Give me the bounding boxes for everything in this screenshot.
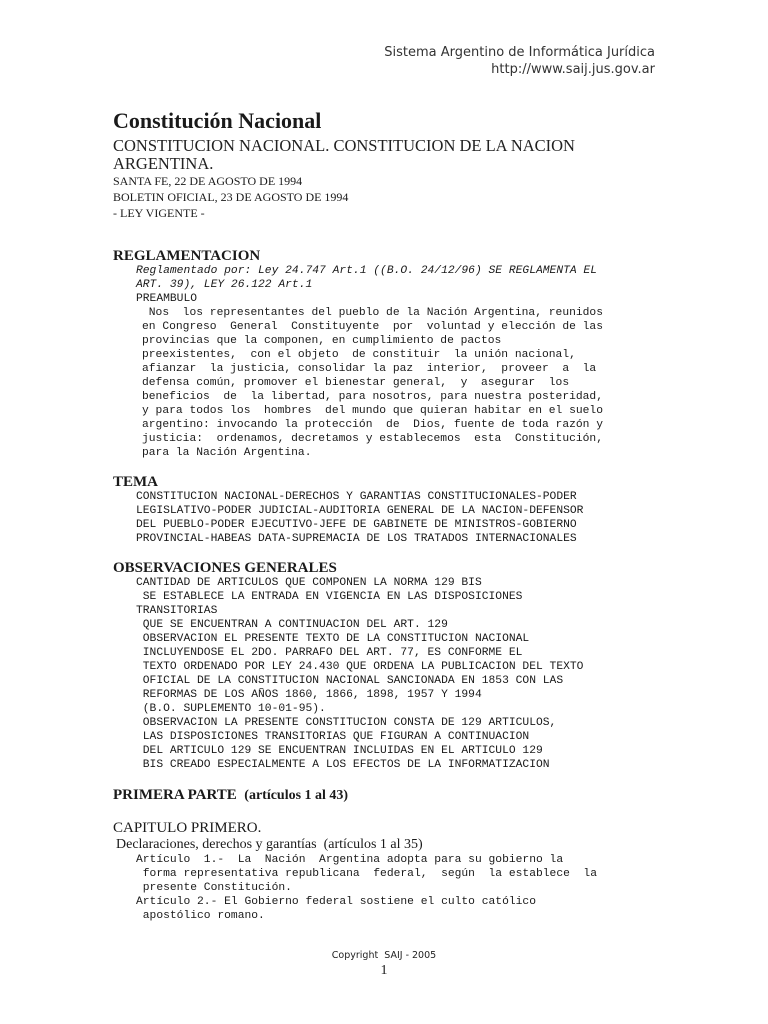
section-heading-tema: TEMA <box>113 474 158 490</box>
observaciones-line: QUE SE ENCUENTRAN A CONTINUACION DEL ART. 129 <box>136 619 448 631</box>
article-line: presente Constitución. <box>136 882 292 894</box>
document-subtitle-line-1: CONSTITUCION NACIONAL. CONSTITUCION DE LA NACION <box>113 136 575 155</box>
tema-line: LEGISLATIVO-PODER JUDICIAL-AUDITORIA GENERAL DE LA NACION-DEFENSOR <box>136 505 584 517</box>
tema-line: PROVINCIAL-HABEAS DATA-SUPREMACIA DE LOS TRATADOS INTERNACIONALES <box>136 533 577 545</box>
place-date: SANTA FE, 22 DE AGOSTO DE 1994 <box>113 174 303 188</box>
observaciones-line: REFORMAS DE LOS AÑOS 1860, 1866, 1898, 1957 Y 1994 <box>136 689 482 701</box>
article-line: Artículo 1.- La Nación Argentina adopta para su gobierno la <box>136 854 564 866</box>
preambulo-line: provincias que la componen, en cumplimiento de pactos <box>142 335 502 347</box>
section-heading-primera-parte <box>113 787 348 804</box>
header-organization: Sistema Argentino de Informática Jurídica <box>384 45 655 60</box>
preambulo-line: Nos los representantes del pueblo de la Nación Argentina, reunidos <box>142 307 603 319</box>
observaciones-line: TRANSITORIAS <box>136 605 218 617</box>
observaciones-line: (B.O. SUPLEMENTO 10-01-95). <box>136 703 326 715</box>
preambulo-line: afianzar la justicia, consolidar la paz interior, proveer a la <box>142 363 597 375</box>
article-line: Artículo 2.- El Gobierno federal sostiene el culto católico <box>136 896 536 908</box>
primera-parte-title: PRIMERA PARTE <box>113 787 237 803</box>
header-url: http://www.saij.jus.gov.ar <box>491 62 655 77</box>
footer-copyright: Copyright SAIJ - 2005 <box>331 950 437 961</box>
preambulo-line: preexistentes, con el objeto de constituir la unión nacional, <box>142 349 576 361</box>
preambulo-line: en Congreso General Constituyente por voluntad y elección de las <box>142 321 603 333</box>
section-heading-observaciones: OBSERVACIONES GENERALES <box>113 560 337 576</box>
document-subtitle-line-2: ARGENTINA. <box>113 154 214 173</box>
observaciones-line: SE ESTABLECE LA ENTRADA EN VIGENCIA EN LAS DISPOSICIONES <box>136 591 523 603</box>
preambulo-line: beneficios de la libertad, para nosotros, para nuestra posteridad, <box>142 391 603 403</box>
preambulo-line: argentino: invocando la protección de Dios, fuente de toda razón y <box>142 419 603 431</box>
chapter-heading: CAPITULO PRIMERO. <box>113 820 262 836</box>
chapter-subheading: Declaraciones, derechos y garantías (artículos 1 al 35) <box>116 837 423 852</box>
observaciones-line: INCLUYENDOSE EL 2DO. PARRAFO DEL ART. 77, ES CONFORME EL <box>136 647 523 659</box>
preambulo-line: y para todos los hombres del mundo que quieran habitar en el suelo <box>142 405 603 417</box>
observaciones-line: TEXTO ORDENADO POR LEY 24.430 QUE ORDENA LA PUBLICACION DEL TEXTO <box>136 661 584 673</box>
observaciones-line: CANTIDAD DE ARTICULOS QUE COMPONEN LA NORMA 129 BIS <box>136 577 482 589</box>
tema-line: DEL PUEBLO-PODER EJECUTIVO-JEFE DE GABINETE DE MINISTROS-GOBIERNO <box>136 519 577 531</box>
preambulo-line: justicia: ordenamos, decretamos y establecemos esta Constitución, <box>142 433 603 445</box>
observaciones-line: OFICIAL DE LA CONSTITUCION NACIONAL SANCIONADA EN 1853 CON LAS <box>136 675 564 687</box>
law-status: - LEY VIGENTE - <box>113 206 205 220</box>
observaciones-line: BIS CREADO ESPECIALMENTE A LOS EFECTOS DE LA INFORMATIZACION <box>136 759 550 771</box>
reglamentacion-line: Reglamentado por: Ley 24.747 Art.1 ((B.O. 24/12/96) SE REGLAMENTA EL <box>136 265 597 277</box>
reglamentacion-line: ART. 39), LEY 26.122 Art.1 <box>136 279 313 291</box>
observaciones-line: LAS DISPOSICIONES TRANSITORIAS QUE FIGURAN A CONTINUACION <box>136 731 530 743</box>
article-line: forma representativa republicana federal, según la establece la <box>136 868 597 880</box>
document-title: Constitución Nacional <box>113 108 322 133</box>
article-line: apostólico romano. <box>136 910 265 922</box>
primera-parte-range: (artículos 1 al 43) <box>244 788 349 803</box>
observaciones-line: DEL ARTICULO 129 SE ENCUENTRAN INCLUIDAS EN EL ARTICULO 129 <box>136 745 543 757</box>
section-heading-reglamentacion: REGLAMENTACION <box>113 248 261 264</box>
tema-line: CONSTITUCION NACIONAL-DERECHOS Y GARANTIAS CONSTITUCIONALES-PODER <box>136 491 577 503</box>
boletin-oficial: BOLETIN OFICIAL, 23 DE AGOSTO DE 1994 <box>113 190 349 204</box>
preambulo-label: PREAMBULO <box>136 293 198 305</box>
observaciones-line: OBSERVACION LA PRESENTE CONSTITUCION CONSTA DE 129 ARTICULOS, <box>136 717 557 729</box>
observaciones-line: OBSERVACION EL PRESENTE TEXTO DE LA CONSTITUCION NACIONAL <box>136 633 530 645</box>
preambulo-line: para la Nación Argentina. <box>142 447 312 459</box>
preambulo-line: defensa común, promover el bienestar general, y asegurar los <box>142 377 570 389</box>
page-number: 1 <box>380 963 388 978</box>
